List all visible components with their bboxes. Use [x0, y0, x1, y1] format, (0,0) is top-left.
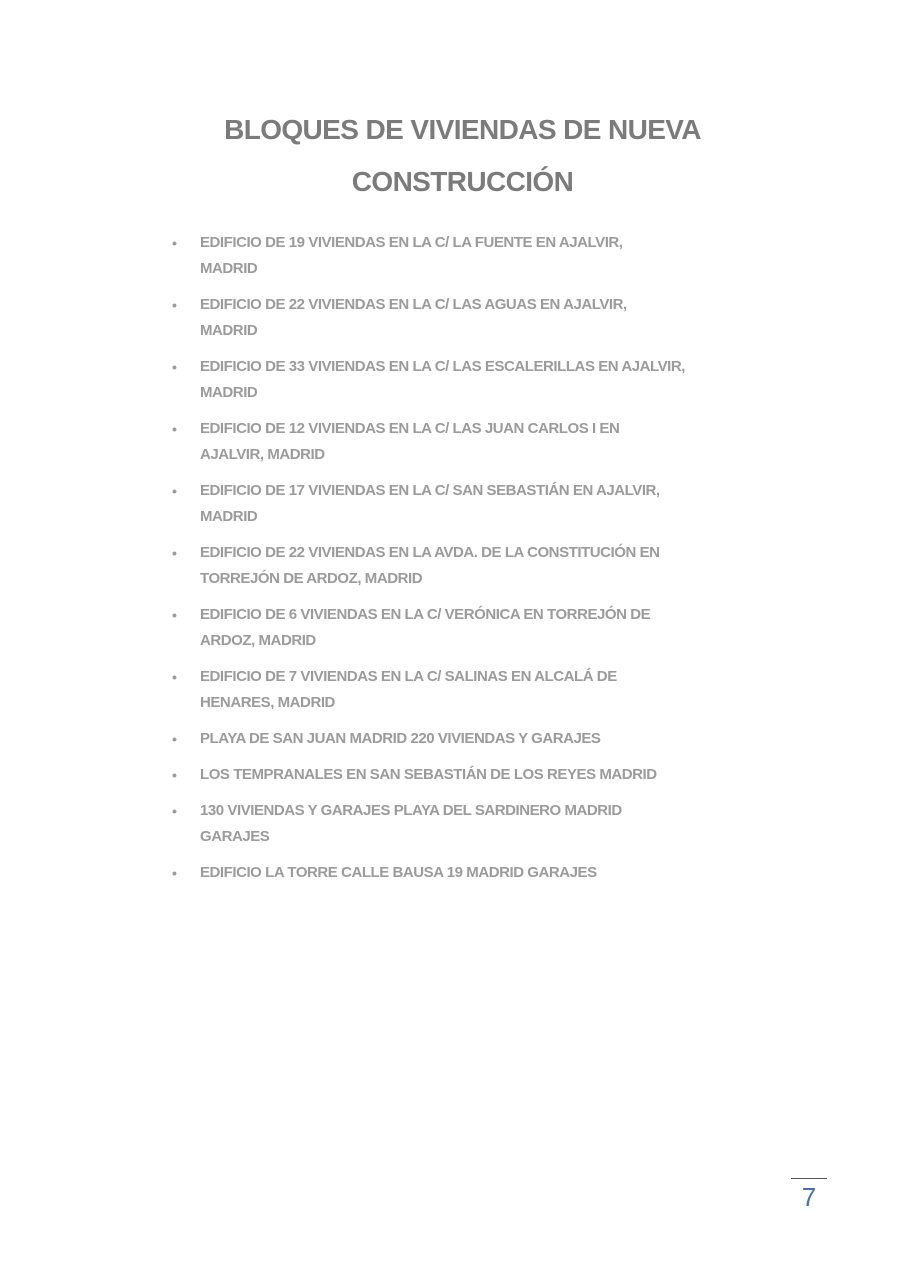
list-item-text: EDIFICIO DE 19 VIVIENDAS EN LA C/ LA FUENTE EN AJALVIR,	[200, 234, 623, 251]
list-item	[172, 478, 812, 530]
list-item-text: AJALVIR, MADRID	[200, 446, 325, 463]
list-item	[172, 416, 812, 468]
list-item-text: 130 VIVIENDAS Y GARAJES PLAYA DEL SARDINERO MADRID	[200, 802, 622, 819]
list-item-text: EDIFICIO DE 12 VIVIENDAS EN LA C/ LAS JUAN CARLOS I EN	[200, 420, 620, 437]
page-title-line-2: CONSTRUCCIÓN	[351, 166, 574, 197]
bullet-icon: •	[172, 865, 177, 881]
list-item	[172, 540, 812, 592]
list-item-text: EDIFICIO DE 7 VIVIENDAS EN LA C/ SALINAS EN ALCALÁ DE	[200, 668, 617, 685]
bullet-icon: •	[172, 669, 177, 685]
list-item-text: EDIFICIO DE 33 VIVIENDAS EN LA C/ LAS ESCALERILLAS EN AJALVIR,	[200, 358, 685, 375]
list-item	[172, 602, 812, 654]
bullet-icon: •	[172, 483, 177, 499]
bullet-icon: •	[172, 803, 177, 819]
page-number: 7	[801, 1182, 817, 1212]
list-item-text: EDIFICIO DE 17 VIVIENDAS EN LA C/ SAN SEBASTIÁN EN AJALVIR,	[200, 482, 660, 499]
list-item-text: EDIFICIO DE 22 VIVIENDAS EN LA C/ LAS AGUAS EN AJALVIR,	[200, 296, 627, 313]
list-item	[172, 860, 812, 886]
list-item-text: MADRID	[200, 508, 258, 525]
page-title-line-1: BLOQUES DE VIVIENDAS DE NUEVA	[224, 114, 701, 145]
list-item-text: EDIFICIO DE 22 VIVIENDAS EN LA AVDA. DE LA CONSTITUCIÓN EN	[200, 544, 660, 561]
list-item	[172, 798, 812, 850]
list-item	[172, 230, 812, 282]
list-item	[172, 354, 812, 406]
page-number-rule	[791, 1178, 827, 1179]
bullet-icon: •	[172, 607, 177, 623]
bullet-icon: •	[172, 235, 177, 251]
bullet-icon: •	[172, 359, 177, 375]
list-item	[172, 762, 812, 788]
list-item-text: MADRID	[200, 260, 258, 277]
list-item	[172, 726, 812, 752]
list-item-text: LOS TEMPRANALES EN SAN SEBASTIÁN DE LOS REYES MADRID	[200, 766, 657, 783]
list-item-text: TORREJÓN DE ARDOZ, MADRID	[200, 570, 423, 587]
list-item-text: ARDOZ, MADRID	[200, 632, 316, 649]
bullet-icon: •	[172, 767, 177, 783]
list-item	[172, 664, 812, 716]
bullet-icon: •	[172, 545, 177, 561]
list-item	[172, 292, 812, 344]
bullet-icon: •	[172, 421, 177, 437]
list-item-text: EDIFICIO LA TORRE CALLE BAUSA 19 MADRID GARAJES	[200, 864, 597, 881]
list-item-text: PLAYA DE SAN JUAN MADRID 220 VIVIENDAS Y GARAJES	[200, 730, 601, 747]
list-item-text: EDIFICIO DE 6 VIVIENDAS EN LA C/ VERÓNICA EN TORREJÓN DE	[200, 606, 651, 623]
list-item-text: HENARES, MADRID	[200, 694, 335, 711]
bullet-icon: •	[172, 731, 177, 747]
list-item-text: MADRID	[200, 322, 258, 339]
building-list	[172, 230, 812, 896]
list-item-text: GARAJES	[200, 828, 270, 845]
list-item-text: MADRID	[200, 384, 258, 401]
bullet-icon: •	[172, 297, 177, 313]
